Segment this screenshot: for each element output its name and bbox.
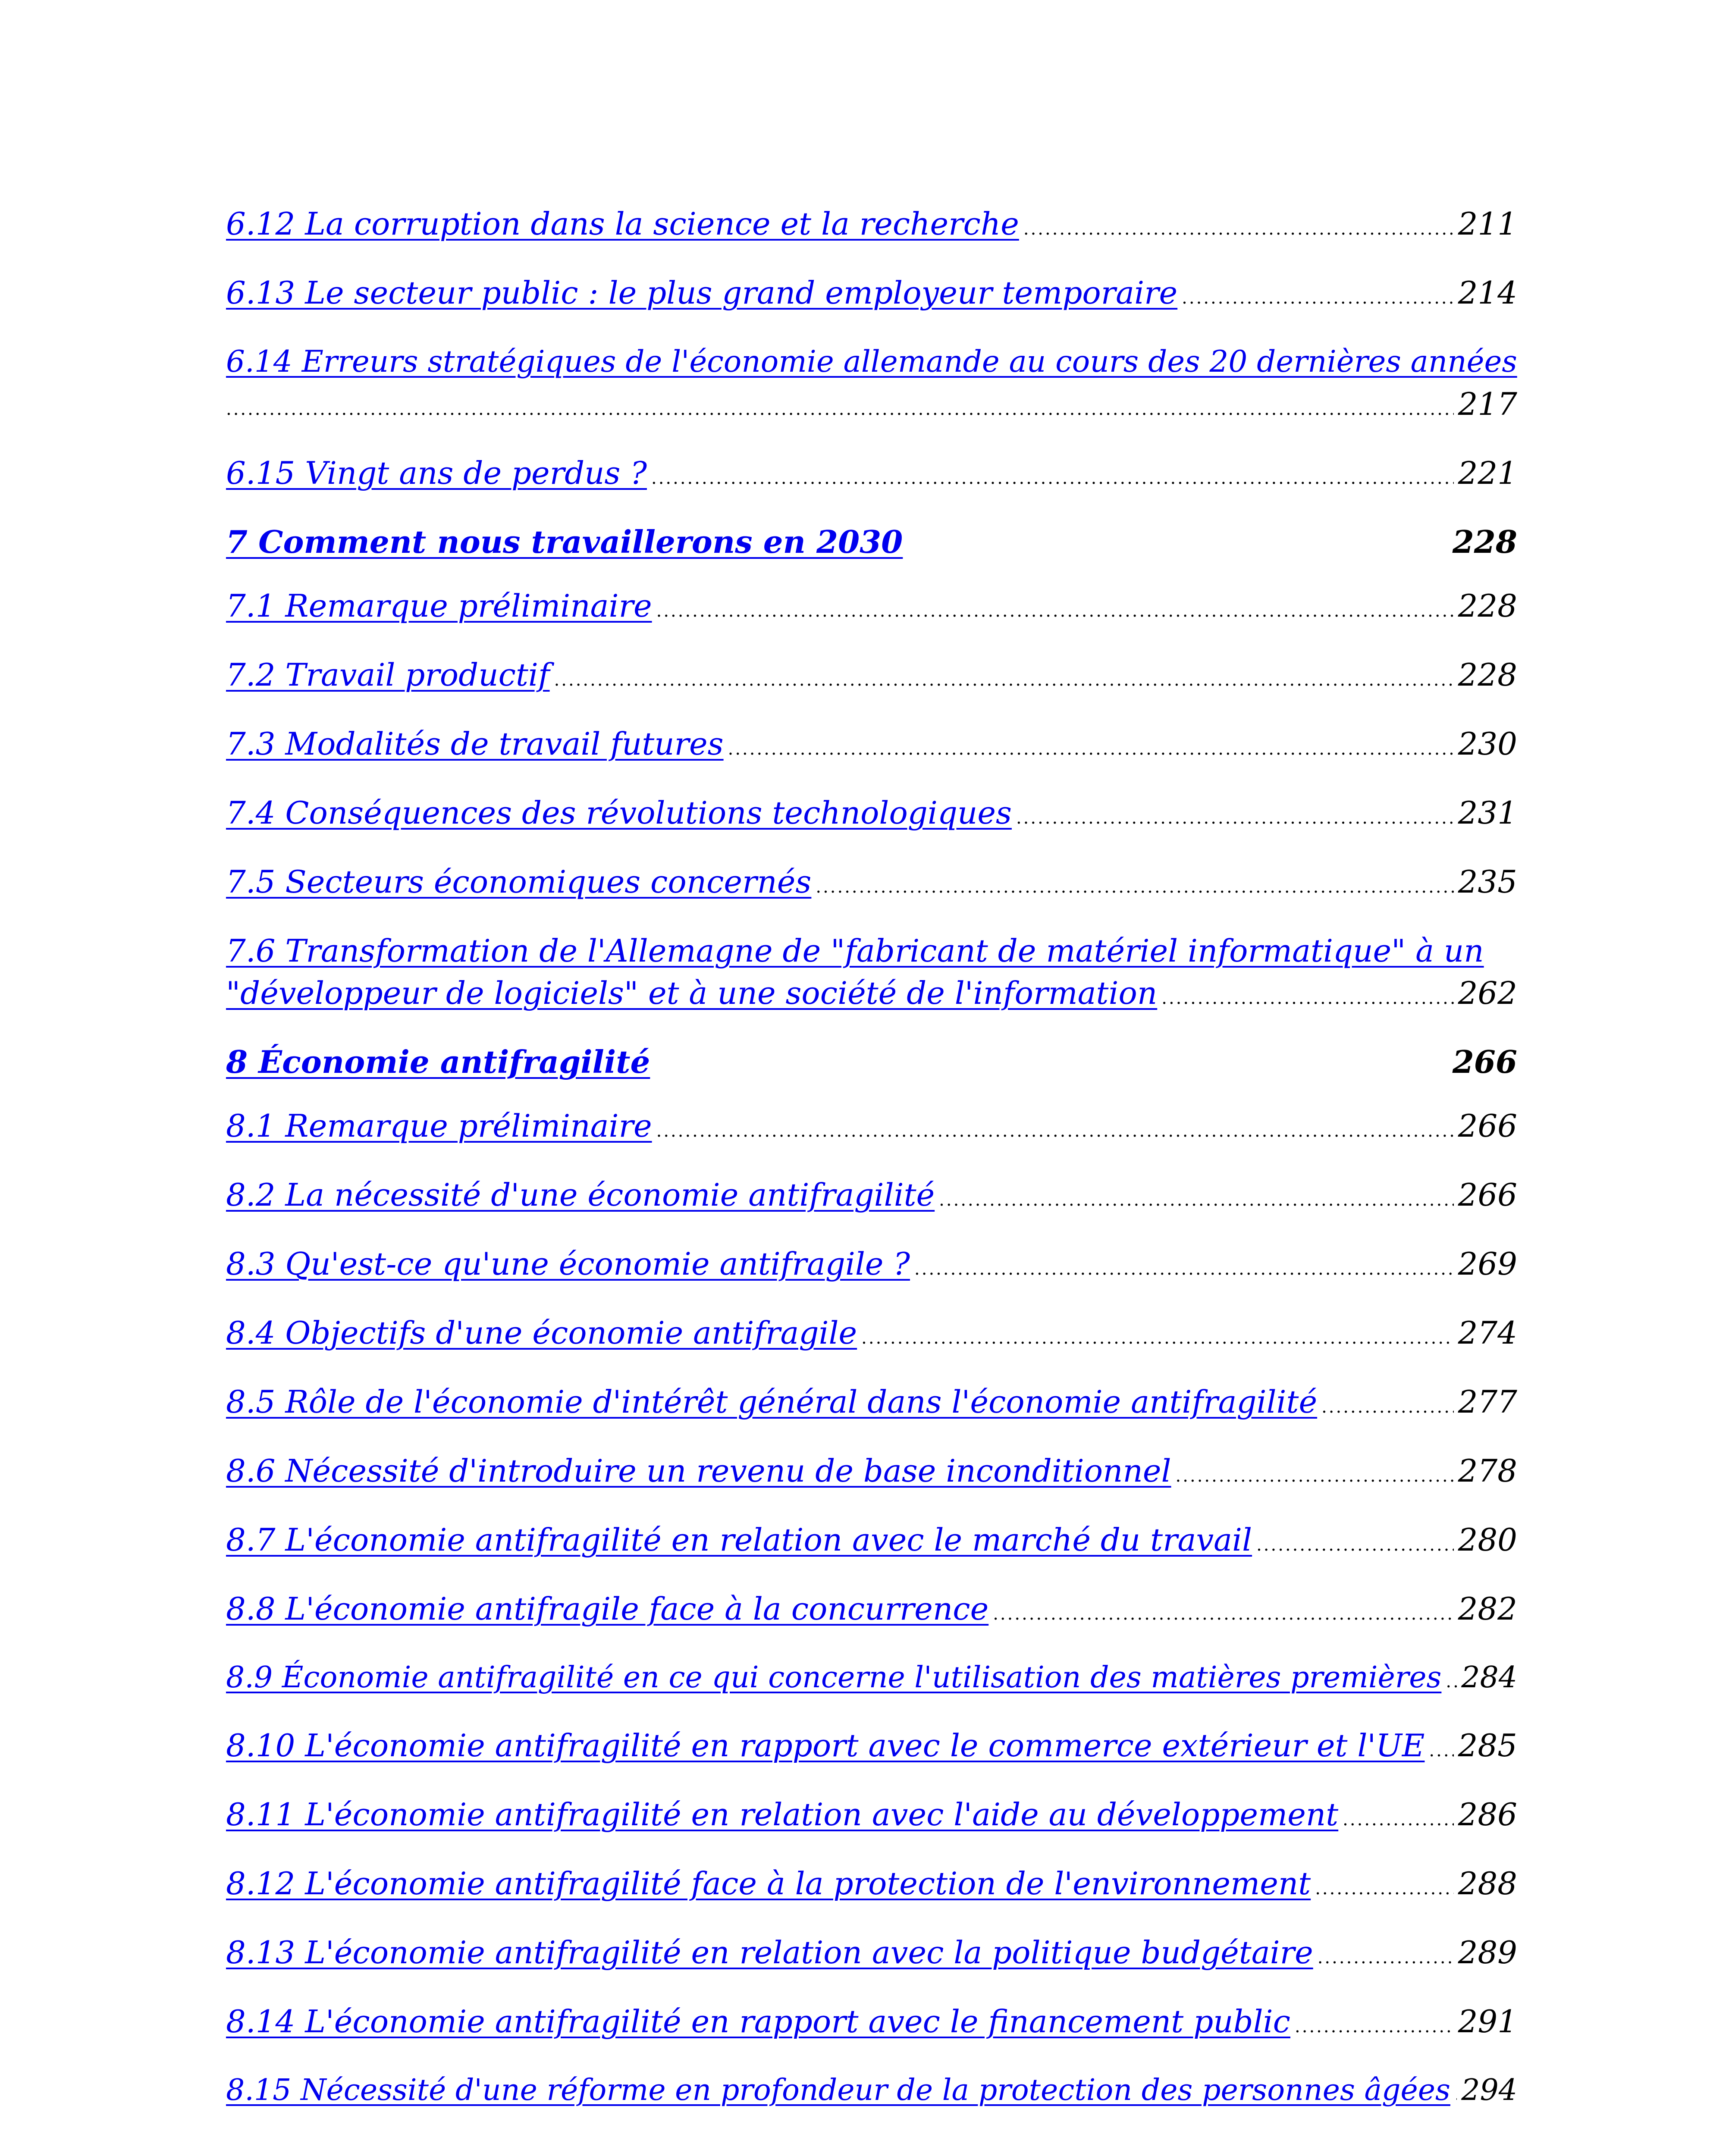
- page-number: 269: [1458, 1246, 1517, 1282]
- toc-entry-7-3[interactable]: [226, 723, 1517, 770]
- toc-link[interactable]: 8.5 Rôle de l'économie d'intérêt général dans l'économie antifragilité: [226, 1384, 1318, 1420]
- toc-link[interactable]: 8.15 Nécessité d'une réforme en profondeur de la protection des personnes âgées: [226, 2073, 1450, 2107]
- toc-entry-6-12[interactable]: [226, 203, 1517, 250]
- page-number: 266: [1452, 1044, 1517, 1080]
- toc-link[interactable]: 8.1 Remarque préliminaire: [226, 1108, 652, 1144]
- toc-entry-7-6[interactable]: [226, 930, 1517, 1019]
- toc-entry-8-2[interactable]: [226, 1174, 1517, 1221]
- toc-entry-8-10[interactable]: [226, 1724, 1517, 1772]
- toc-link[interactable]: 7.1 Remarque préliminaire: [226, 588, 652, 624]
- page-number: 266: [1458, 1108, 1517, 1144]
- toc-entry-8-1[interactable]: [226, 1105, 1517, 1152]
- dot-leader: [1023, 208, 1454, 250]
- toc-link[interactable]: 8.4 Objectifs d'une économie antifragile: [226, 1315, 857, 1351]
- toc-entry-8-12[interactable]: [226, 1862, 1517, 1910]
- table-of-contents: [226, 203, 1517, 2137]
- toc-chapter-7[interactable]: [226, 521, 1517, 563]
- toc-link[interactable]: 8.14 L'économie antifragilité en rapport avec le financement public: [226, 2003, 1291, 2040]
- page-number: 284: [1461, 1661, 1517, 1695]
- dot-leader: [1343, 1799, 1453, 1841]
- toc-link[interactable]: 8.12 L'économie antifragilité face à la protection de l'environnement: [226, 1865, 1311, 1902]
- toc-entry-8-8[interactable]: [226, 1588, 1517, 1635]
- toc-entry-8-6[interactable]: [226, 1450, 1517, 1497]
- toc-entry-6-13[interactable]: [226, 272, 1517, 319]
- page-number: 280: [1458, 1522, 1517, 1558]
- toc-link[interactable]: 7.6 Transformation de l'Allemagne de "fabricant de matériel informatique" à un: [226, 933, 1484, 969]
- toc-link[interactable]: 6.15 Vingt ans de perdus ?: [226, 455, 647, 491]
- page-number: 291: [1458, 2003, 1517, 2040]
- page-number: 277: [1458, 1384, 1517, 1420]
- toc-link[interactable]: 8.2 La nécessité d'une économie antifragilité: [226, 1177, 935, 1213]
- page-number: 235: [1458, 864, 1517, 900]
- toc-link-continued[interactable]: "développeur de logiciels" et à une société de l'information: [226, 975, 1158, 1011]
- toc-entry-8-11[interactable]: [226, 1793, 1517, 1841]
- dot-leader: [1016, 797, 1454, 839]
- toc-link[interactable]: 7.3 Modalités de travail futures: [226, 726, 724, 762]
- toc-link[interactable]: 8.11 L'économie antifragilité en relation avec l'aide au développement: [226, 1796, 1339, 1833]
- dot-leader: [1295, 2006, 1454, 2048]
- dot-leader: [1176, 1455, 1454, 1497]
- dot-leader: [914, 1248, 1454, 1290]
- page-number: 282: [1458, 1591, 1517, 1627]
- dot-leader: [1315, 1868, 1453, 1910]
- page-number: 228: [1452, 523, 1517, 560]
- page-number: 231: [1458, 795, 1517, 831]
- dot-leader: [1446, 1661, 1457, 1703]
- toc-entry-6-15[interactable]: [226, 452, 1517, 499]
- page-number: 228: [1458, 588, 1517, 624]
- toc-entry-6-14[interactable]: [226, 341, 1517, 430]
- page-number: 228: [1458, 657, 1517, 693]
- page-number: 211: [1458, 206, 1517, 242]
- dot-leader: [1256, 1524, 1453, 1566]
- toc-entry-8-5[interactable]: [226, 1381, 1517, 1428]
- toc-link[interactable]: 8.10 L'économie antifragilité en rapport avec le commerce extérieur et l'UE: [226, 1727, 1425, 1764]
- page-number: 285: [1458, 1727, 1517, 1764]
- toc-entry-7-1[interactable]: [226, 585, 1517, 632]
- toc-link[interactable]: 6.13 Le secteur public : le plus grand employeur temporaire: [226, 275, 1178, 311]
- page-number: 286: [1458, 1796, 1517, 1833]
- page-number: 278: [1458, 1453, 1517, 1489]
- dot-leader: [993, 1593, 1453, 1635]
- toc-link[interactable]: 8.13 L'économie antifragilité en relation avec la politique budgétaire: [226, 1934, 1313, 1971]
- toc-entry-8-13[interactable]: [226, 1931, 1517, 1979]
- dot-leader: [728, 728, 1454, 770]
- page-number: 262: [1458, 975, 1517, 1011]
- page-number: 266: [1458, 1177, 1517, 1213]
- page-number: 217: [1458, 386, 1517, 422]
- dot-leader: [1321, 1386, 1453, 1428]
- toc-link[interactable]: 8.6 Nécessité d'introduire un revenu de base inconditionnel: [226, 1453, 1171, 1489]
- page-number: 274: [1458, 1315, 1517, 1351]
- dot-leader: [651, 457, 1454, 499]
- toc-entry-8-7[interactable]: [226, 1519, 1517, 1566]
- toc-link[interactable]: 8.7 L'économie antifragilité en relation avec le marché du travail: [226, 1522, 1252, 1558]
- toc-chapter-link[interactable]: 8 Économie antifragilité: [226, 1044, 650, 1080]
- dot-leader: [554, 659, 1454, 701]
- toc-link[interactable]: 8.9 Économie antifragilité en ce qui concerne l'utilisation des matières premières: [226, 1661, 1442, 1695]
- toc-entry-8-9[interactable]: [226, 1657, 1517, 1703]
- page-number: 294: [1461, 2073, 1517, 2107]
- toc-link[interactable]: 8.3 Qu'est-ce qu'une économie antifragile ?: [226, 1246, 910, 1282]
- toc-link[interactable]: 7.2 Travail productif: [226, 657, 550, 693]
- dot-leader: [656, 590, 1454, 632]
- toc-chapter-link[interactable]: 7 Comment nous travaillerons en 2030: [226, 523, 903, 560]
- dot-leader: [1318, 1937, 1454, 1979]
- page-number: 288: [1458, 1865, 1517, 1902]
- dot-leader: [656, 1110, 1454, 1152]
- dot-leader: [1455, 2073, 1457, 2115]
- toc-entry-8-4[interactable]: [226, 1312, 1517, 1359]
- dot-leader: [226, 388, 1454, 430]
- page-number: 230: [1458, 726, 1517, 762]
- toc-link[interactable]: 7.4 Conséquences des révolutions technologiques: [226, 795, 1012, 831]
- toc-link[interactable]: 6.14 Erreurs stratégiques de l'économie allemande au cours des 20 dernières années: [226, 345, 1517, 379]
- toc-chapter-8[interactable]: [226, 1041, 1517, 1083]
- dot-leader: [1182, 277, 1453, 319]
- toc-entry-8-3[interactable]: [226, 1243, 1517, 1290]
- page-number: 214: [1458, 275, 1517, 311]
- toc-link[interactable]: 7.5 Secteurs économiques concernés: [226, 864, 812, 900]
- dot-leader: [1429, 1730, 1453, 1772]
- toc-entry-7-2[interactable]: [226, 654, 1517, 701]
- dot-leader: [1161, 977, 1453, 1019]
- dot-leader: [816, 866, 1453, 908]
- toc-entry-8-14[interactable]: [226, 2000, 1517, 2048]
- page-number: 289: [1458, 1934, 1517, 1971]
- toc-link[interactable]: 6.12 La corruption dans la science et la recherche: [226, 206, 1019, 242]
- toc-entry-8-15[interactable]: [226, 2069, 1517, 2115]
- toc-entry-7-4[interactable]: [226, 792, 1517, 839]
- toc-link[interactable]: 8.8 L'économie antifragile face à la concurrence: [226, 1591, 989, 1627]
- dot-leader: [939, 1179, 1453, 1221]
- page-number: 221: [1458, 455, 1517, 491]
- toc-entry-7-5[interactable]: [226, 861, 1517, 908]
- dot-leader: [861, 1317, 1453, 1359]
